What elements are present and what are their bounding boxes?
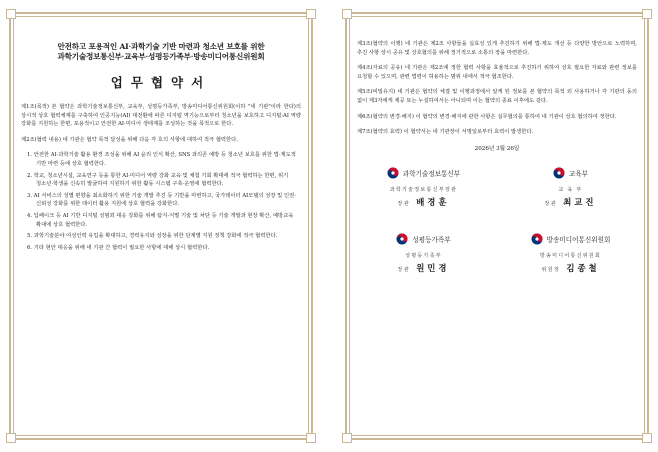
article-7-effect: 제7조(협약의 효력) 이 협약서는 네 기관장이 서명일로부터 효력이 발생한다. [357,129,534,136]
signatory-moe [504,166,637,208]
taegeuk-icon [387,167,399,179]
signatory-position: 장관 [397,200,411,207]
article-3-implementation: 제3조(협약의 이행) 네 기관은 제2조 사항들을 실효성 있게 추진하기 위해 법·제도 개선 등 다양한 방안으로 노력하며, 추진 사항 상시 공유 및 상호협의를 위해 정기적으로 소통의 장을 마련한다. [357,41,637,56]
signatory-msit [357,166,490,208]
list-item: 4. 딥페이크 등 AI 기반 디지털 성범죄 대응 강화를 위해 탐지·식별 기술 및 차단 등 기술 개발과 현장 확산, 예방교육 확대에 상호 협력한다. [27,212,294,228]
signatory-name: 배경훈 [416,196,450,207]
frame-corner-ornament [306,433,316,443]
ministry-logo-text: 과학기술정보통신부 [402,169,461,178]
signing-date: 2026년 3월 26일 [474,145,520,152]
frame-corner-ornament [6,433,16,443]
frame-corner-ornament [642,9,652,19]
signatory-organization: 성평등가족부 [405,252,442,259]
signatory-organization: 과학기술정보통신부장관 [389,186,458,193]
article-6-amendment: 제6조(협약의 변경·해지) 이 협약의 변경·해지에 관한 사항은 실무협의를 통하여 네 기관이 상호 협의하여 정한다. [357,113,617,120]
signatory-organization: 교 육 부 [558,186,583,193]
ministry-logo [357,232,490,246]
ministry-logo-text: 성평등가족부 [412,235,451,244]
signatory-position: 장관 [544,200,558,207]
signatory-name: 최교진 [563,196,597,207]
signatory-kcc [504,232,637,274]
signatory-position: 위원장 [541,266,561,273]
list-item: 3. AI 서비스의 성별 편향을 최소화하기 위한 기술 개발 추진 등 기반을 마련하고, 국가데이터 AI모델의 성장 및 인권·신뢰성 강화를 위한 데이터 활용 지원에 상호 협력을 강화한다. [27,192,296,208]
ministry-logo-text: 교육부 [568,169,589,178]
list-item: 6. 기타 현안 대응을 위해 네 기관 간 협력이 필요한 사항에 대해 상시 협력한다. [27,244,210,251]
signatory-name: 김종철 [566,262,600,273]
signatory-organization: 방송미디어통신위원회 [539,252,602,259]
frame-corner-ornament [342,9,352,19]
frame-corner-ornament [342,433,352,443]
list-item: 2. 학교, 청소년시설, 교육연구 등을 통한 AI·미디어 역량 강화 교육 및 체험 기회 확대에 적극 협력하는 한편, 위기 청소년·학생을 신속히 발굴하여 지원하기 위한 활동 시스템 구축·운영에 협력한다. [27,172,289,188]
agreement-page-left [3,6,319,446]
ministry-logo [357,166,490,180]
taegeuk-icon [553,167,565,179]
ministry-logo [504,232,637,246]
agreement-page-right [339,6,655,446]
signature-block [357,166,637,274]
frame-corner-ornament [306,9,316,19]
document-title: 업무협약서 [110,75,212,90]
article-2-intro: 제2조(협력 내용) 네 기관은 협약 목적 달성을 위해 다음 각 호의 사항에 대하여 적극 협력한다. [21,136,238,143]
taegeuk-icon [531,233,543,245]
article-4-data-sharing: 제4조(자료의 공유) 네 기관은 제2조에 정한 협력 사항을 효율적으로 추진하기 위하여 상호 필요한 자료와 관련 정보를 요청할 수 있으며, 관련 법령이 허용하는 범위 내에서 적극 협조한다. [357,65,637,80]
article-5-confidentiality: 제5조(비밀유지) 네 기관은 협약의 체결 및 이행과정에서 알게 된 정보를 본 협약의 목적 외 사용하거나 각 기관의 동의 없이 제3자에게 제공 또는 누설하여서는 아니되며 이는 협약의 종료 이후에도 같다. [357,89,637,104]
list-item: 1. 안전한 AI·과학기술 활용 환경 조성을 위해 AI 윤리 인식 확산, SNS 과의존 예방 등 청소년 보호를 위한 법·제도적 기반 마련 등에 상호 협력한다. [27,152,296,167]
taegeuk-icon [396,233,408,245]
signatory-mogef [357,232,490,274]
article-2-item-list [27,151,301,252]
signatory-name: 원민경 [416,262,450,273]
article-1-purpose: 제1조(목적) 본 협약은 과학기술정보통신부, 교육부, 성평등가족부, 방송미디어통신위원회(이하 "네 기관"이라 한다)의 상시적 상호 협력체계를 구축하여 인공지능(AI) 대전환에 따른 디지털 역기능으로부터 청소년을 보호하고 디지털·AI 역량 강화를 지원하는 한편, 포용적이고 안전한 AI·미디어 생태계를 조성하는 것을 목적으로 한다. [21,104,301,128]
ministry-logo [504,166,637,180]
list-item: 5. 과학기술분야 여성인력 유입을 확대하고, 경력유지와 성장을 위한 단계별 지원 정책 강화에 적극 협력한다. [27,233,278,240]
frame-corner-ornament [642,433,652,443]
ministry-logo-text: 방송미디어통신위원회 [546,235,611,244]
agreement-subtitle-line1: 안전하고 포용적인 AI·과학기술 기반 마련과 청소년 보호를 위한 [57,42,265,51]
frame-corner-ornament [6,9,16,19]
signatory-position: 장관 [397,266,411,273]
agreement-subtitle-line2: 과학기술정보통신부·교육부·성평등가족부·방송미디어통신위원회 [57,52,265,61]
